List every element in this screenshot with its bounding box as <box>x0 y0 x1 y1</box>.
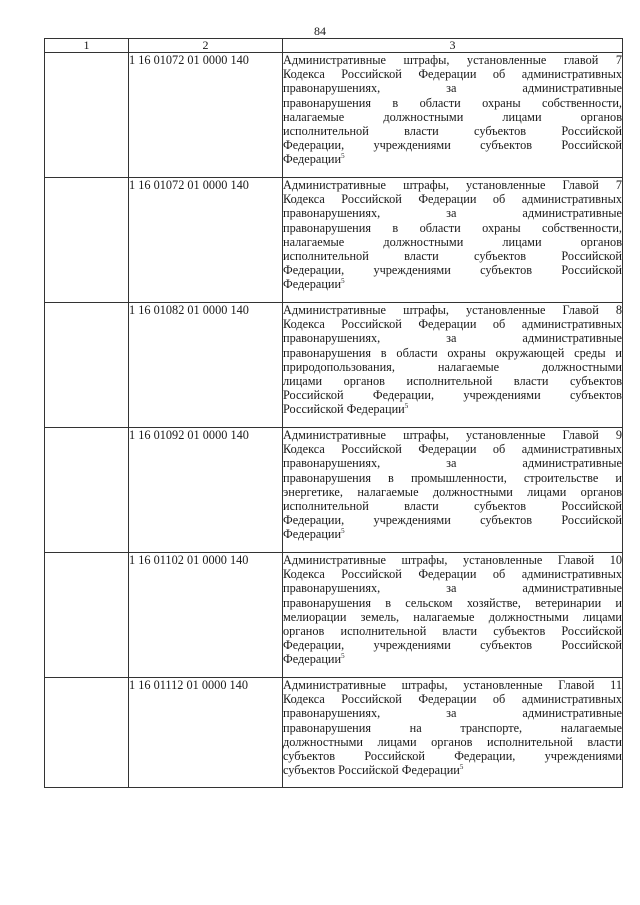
description-line <box>283 485 622 499</box>
income-description <box>283 178 623 303</box>
description-text: мелиорации земель, налагаемые должностными лицами <box>283 609 622 624</box>
footnote-marker: 5 <box>341 152 345 161</box>
description-line <box>283 317 622 331</box>
description-line <box>283 388 622 402</box>
income-description <box>283 303 623 428</box>
description-text: Федерации, учреждениями субъектов Российской <box>283 263 622 278</box>
description-line <box>283 303 622 317</box>
description-line <box>283 428 622 442</box>
empty-cell <box>45 553 129 678</box>
description-line <box>283 192 622 206</box>
description-line <box>283 638 622 652</box>
description-line <box>283 110 622 124</box>
empty-cell <box>45 303 129 428</box>
description-line <box>283 596 622 610</box>
description-line <box>283 277 622 291</box>
income-description <box>283 428 623 553</box>
empty-cell <box>45 178 129 303</box>
empty-cell <box>45 678 129 788</box>
description-line <box>283 402 622 416</box>
description-line <box>283 263 622 277</box>
footnote-marker: 5 <box>459 763 464 772</box>
description-text: Административные штрафы, установленные Главой 10 <box>283 553 622 567</box>
description-text: Федерации, учреждениями субъектов Российской <box>283 513 622 528</box>
description-line <box>283 527 622 541</box>
description-text: Административные штрафы, установленные главой 7 <box>283 53 622 67</box>
classification-code: 1 16 01072 01 0000 140 <box>129 178 283 303</box>
description-line <box>283 331 622 345</box>
description-text: субъектов Российской Федерации <box>283 763 460 778</box>
description-text: органов исполнительной власти субъектов Российской <box>283 624 622 639</box>
description-text: правонарушениях, за административные <box>283 456 622 471</box>
description-text: лицами органов исполнительной власти субъектов <box>283 374 622 389</box>
description-line <box>283 471 622 485</box>
description-text: Административные штрафы, установленные Главой 9 <box>283 428 622 442</box>
description-text: Административные штрафы, установленные Главой 8 <box>283 303 622 317</box>
description-line <box>283 513 622 527</box>
description-text: правонарушения в области охраны окружающей среды и <box>283 345 622 360</box>
header-cell-3: 3 <box>283 39 623 53</box>
description-line <box>283 152 622 166</box>
description-text: Российской Федерации, учреждениями субъектов <box>283 388 622 403</box>
description-text: Административные штрафы, установленные Главой 11 <box>283 678 622 692</box>
description-line <box>283 346 622 360</box>
description-text: Административные штрафы, установленные Главой 7 <box>283 178 622 192</box>
description-line <box>283 567 622 581</box>
description-line <box>283 124 622 138</box>
description-text: правонарушения на транспорте, налагаемые <box>283 720 622 735</box>
description-line <box>283 235 622 249</box>
description-text: правонарушениях, за административные <box>283 706 622 721</box>
budget-classification-table <box>44 38 623 788</box>
description-text: правонарушения в промышленности, строительстве и <box>283 470 622 485</box>
description-line <box>283 67 622 81</box>
description-line <box>283 749 622 763</box>
description-text: правонарушения в области охраны собственности, <box>283 95 622 110</box>
description-line <box>283 692 622 706</box>
description-text: должностными лицами органов исполнительной власти <box>283 734 622 749</box>
description-line <box>283 178 622 192</box>
table-row <box>45 303 623 428</box>
description-text: исполнительной власти субъектов Российской <box>283 249 622 264</box>
income-description <box>283 53 623 178</box>
description-text: правонарушениях, за административные <box>283 81 622 96</box>
description-text: Кодекса Российской Федерации об административных <box>283 442 622 457</box>
footnote-marker: 5 <box>341 527 345 536</box>
description-text: Кодекса Российской Федерации об административных <box>283 567 622 582</box>
description-text: исполнительной власти субъектов Российской <box>283 499 622 514</box>
description-line <box>283 138 622 152</box>
description-line <box>283 706 622 720</box>
header-cell-2: 2 <box>129 39 283 53</box>
description-text: Кодекса Российской Федерации об административных <box>283 317 622 332</box>
description-text: налагаемые должностными лицами органов <box>283 109 622 124</box>
classification-code: 1 16 01112 01 0000 140 <box>129 678 283 788</box>
description-text: Федерации <box>283 152 342 167</box>
table-header-row <box>45 39 623 53</box>
description-text: правонарушения в области охраны собственности, <box>283 220 622 235</box>
description-text: Кодекса Российской Федерации об административных <box>283 692 622 707</box>
description-line <box>283 581 622 595</box>
description-text: исполнительной власти субъектов Российской <box>283 124 622 139</box>
table-row <box>45 53 623 178</box>
table-row <box>45 178 623 303</box>
classification-code: 1 16 01092 01 0000 140 <box>129 428 283 553</box>
description-line <box>283 442 622 456</box>
description-line <box>283 624 622 638</box>
description-text: Российской Федерации <box>283 402 405 417</box>
footnote-marker: 5 <box>341 652 345 661</box>
description-line <box>283 763 622 777</box>
description-text: Федерации <box>283 652 342 667</box>
description-text: природопользования, налагаемые должностными <box>283 359 622 374</box>
description-text: Кодекса Российской Федерации об административных <box>283 67 622 82</box>
description-line <box>283 81 622 95</box>
description-text: налагаемые должностными лицами органов <box>283 234 622 249</box>
income-description <box>283 553 623 678</box>
description-line <box>283 221 622 235</box>
description-text: энергетике, налагаемые должностными лицами органов <box>283 484 622 499</box>
description-text: субъектов Российской Федерации, учреждениями <box>283 749 622 764</box>
description-line <box>283 53 622 67</box>
description-line <box>283 360 622 374</box>
description-text: правонарушениях, за административные <box>283 206 622 221</box>
description-text: Федерации, учреждениями субъектов Российской <box>283 138 622 153</box>
classification-code: 1 16 01082 01 0000 140 <box>129 303 283 428</box>
table-row <box>45 553 623 678</box>
description-text: правонарушениях, за административные <box>283 331 622 346</box>
table-row <box>45 678 623 788</box>
description-line <box>283 678 622 692</box>
empty-cell <box>45 53 129 178</box>
classification-code: 1 16 01102 01 0000 140 <box>129 553 283 678</box>
footnote-marker: 5 <box>404 402 409 411</box>
classification-code: 1 16 01072 01 0000 140 <box>129 53 283 178</box>
description-text: правонарушения в сельском хозяйстве, ветеринарии и <box>283 595 622 610</box>
header-cell-1: 1 <box>45 39 129 53</box>
description-line <box>283 610 622 624</box>
description-text: Кодекса Российской Федерации об административных <box>283 192 622 207</box>
income-description <box>283 678 623 788</box>
description-line <box>283 206 622 220</box>
empty-cell <box>45 428 129 553</box>
description-text: Федерации, учреждениями субъектов Российской <box>283 638 622 653</box>
footnote-marker: 5 <box>341 277 345 286</box>
description-text: Федерации <box>283 527 342 542</box>
description-text: правонарушениях, за административные <box>283 581 622 596</box>
description-line <box>283 721 622 735</box>
description-line <box>283 499 622 513</box>
description-line <box>283 553 622 567</box>
description-line <box>283 652 622 666</box>
page-number: 84 <box>314 24 326 38</box>
description-line <box>283 374 622 388</box>
table-row <box>45 428 623 553</box>
description-line <box>283 735 622 749</box>
description-text: Федерации <box>283 277 342 292</box>
description-line <box>283 96 622 110</box>
description-line <box>283 249 622 263</box>
description-line <box>283 456 622 470</box>
